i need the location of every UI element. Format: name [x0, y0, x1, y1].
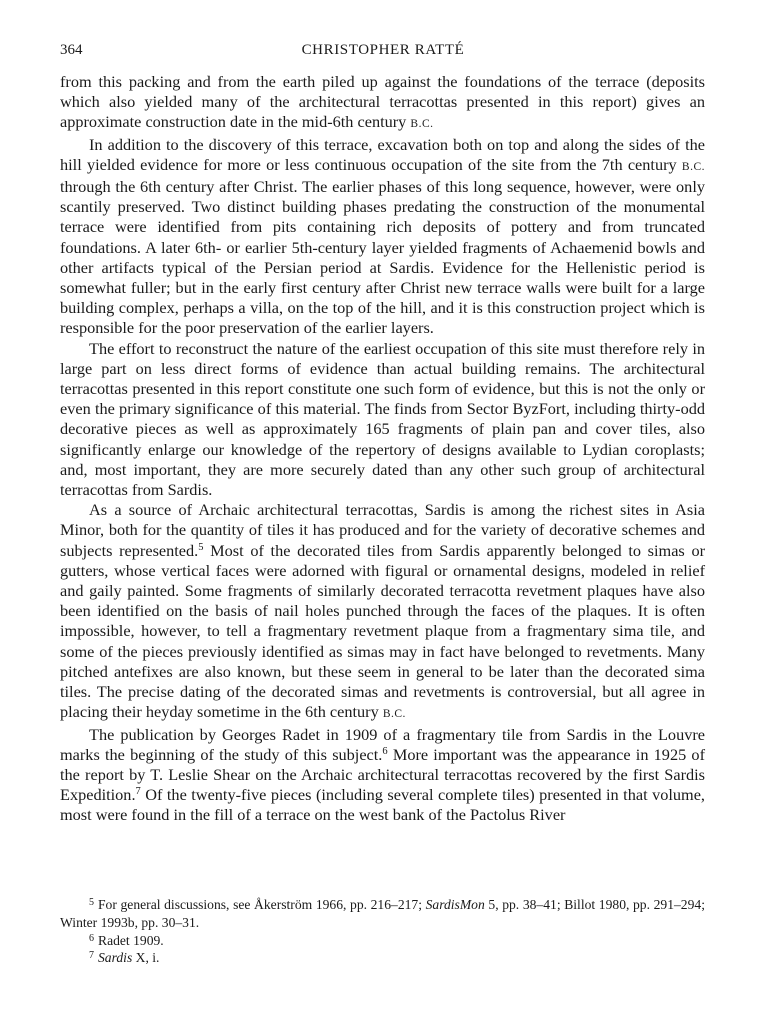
paragraph-1: from this packing and from the earth piled up against the foundations of the terrace (deposits which also yielded many of the architectural terracottas presented in this report) gives an approximate construction date in the mid-6th century B.C. — [60, 72, 705, 132]
running-title: CHRISTOPHER RATTÉ — [301, 42, 465, 58]
footnote-ref-5: 5 — [198, 541, 204, 553]
paragraph-4: As a source of Archaic architectural terracottas, Sardis is among the richest sites in Asia Minor, both for the quantity of tiles it has produced and for the variety of decorative schemes and subjects represented.$^5$ Most of the decorated tiles from Sardis apparently belonged to simas or gutters, whose vertical faces were adorned with figural or ornamental designs, modeled in relief and gaily painted. Some fragments of similarly decorated terracotta revetment plaques have also been identified on the basis of nail holes punched through the faces of the plaques. It is often impossible, however, to tell a fragmentary revetment plaque from a fragmentary sima tile, and some of the pieces previously identified as simas may in fact have belonged to revetments. Many pitched antefixes are also known, but these seem in general to be later than the decorated sima tiles. The precise dating of the decorated simas and revetments is controversial, but all agree in placing their heyday sometime in the 6th century B.C. — [60, 500, 706, 722]
footnotes — [60, 896, 705, 967]
page-number: 364 — [60, 42, 83, 58]
page-header — [60, 42, 706, 66]
footnote-ref-6: 6 — [382, 745, 388, 757]
footnote-7: $^7$ Sardis X, i. — [89, 950, 160, 966]
footnote-6: $^6$ Radet 1909. — [89, 932, 164, 948]
paragraph-3: The effort to reconstruct the nature of the earliest occupation of this site must therefore rely in large part on less direct forms of evidence than actual building remains. The architectural terracottas presented in this report constitute one such form of evidence, but this is not the only or even the primary significance of this material. The finds from Sector ByzFort, including thirty-odd decorative pieces as well as approximately 165 fragments of plain pan and cover tiles, also significantly enlarge our knowledge of the repertory of designs available to Lydian coroplasts; and, most important, they are more securely dated than any other such group of architectural terracottas from Sardis. — [60, 338, 705, 500]
body-text — [60, 72, 705, 826]
footnote-5: $^5$ For general discussions, see Åkerström 1966, pp. 216–217; SardisMon 5, pp. 38–41; Billot 1980, pp. 291–294; Winter 1993b, pp. 30–31. — [60, 897, 705, 930]
footnote-ref-7: 7 — [135, 786, 141, 798]
paragraph-5: The publication by Georges Radet in 1909 of a fragmentary tile from Sardis in the Louvre marks the beginning of the study of this subject.$^6$ More important was the appearance in 1925 of the report by T. Leslie Shear on the Archaic architectural terracottas recovered by the first Sardis Expedition.$^7$ Of the twenty-five pieces (including several complete tiles) presented in that volume, most were found in the fill of a terrace on the west bank of the Pactolus River — [60, 724, 705, 825]
paragraph-2: In addition to the discovery of this terrace, excavation both on top and along the sides of the hill yielded evidence for more or less continuous occupation of the site from the 7th century B.C. through the 6th century after Christ. The earlier phases of this long sequence, however, were only scantily preserved. Two distinct building phases predating the construction of the monumental terrace were identified from pits containing rich deposits of pottery and from truncated foundations. A later 6th- or earlier 5th-century layer yielded fragments of Achaemenid bowls and other artifacts typical of the Persian period at Sardis. Evidence for the Hellenistic period is somewhat fuller; but in the early first century after Christ new terrace walls were built for a large building complex, perhaps a villa, on the top of the hill, and it is this construction project which is responsible for the poor preservation of the earlier layers. — [60, 134, 705, 338]
